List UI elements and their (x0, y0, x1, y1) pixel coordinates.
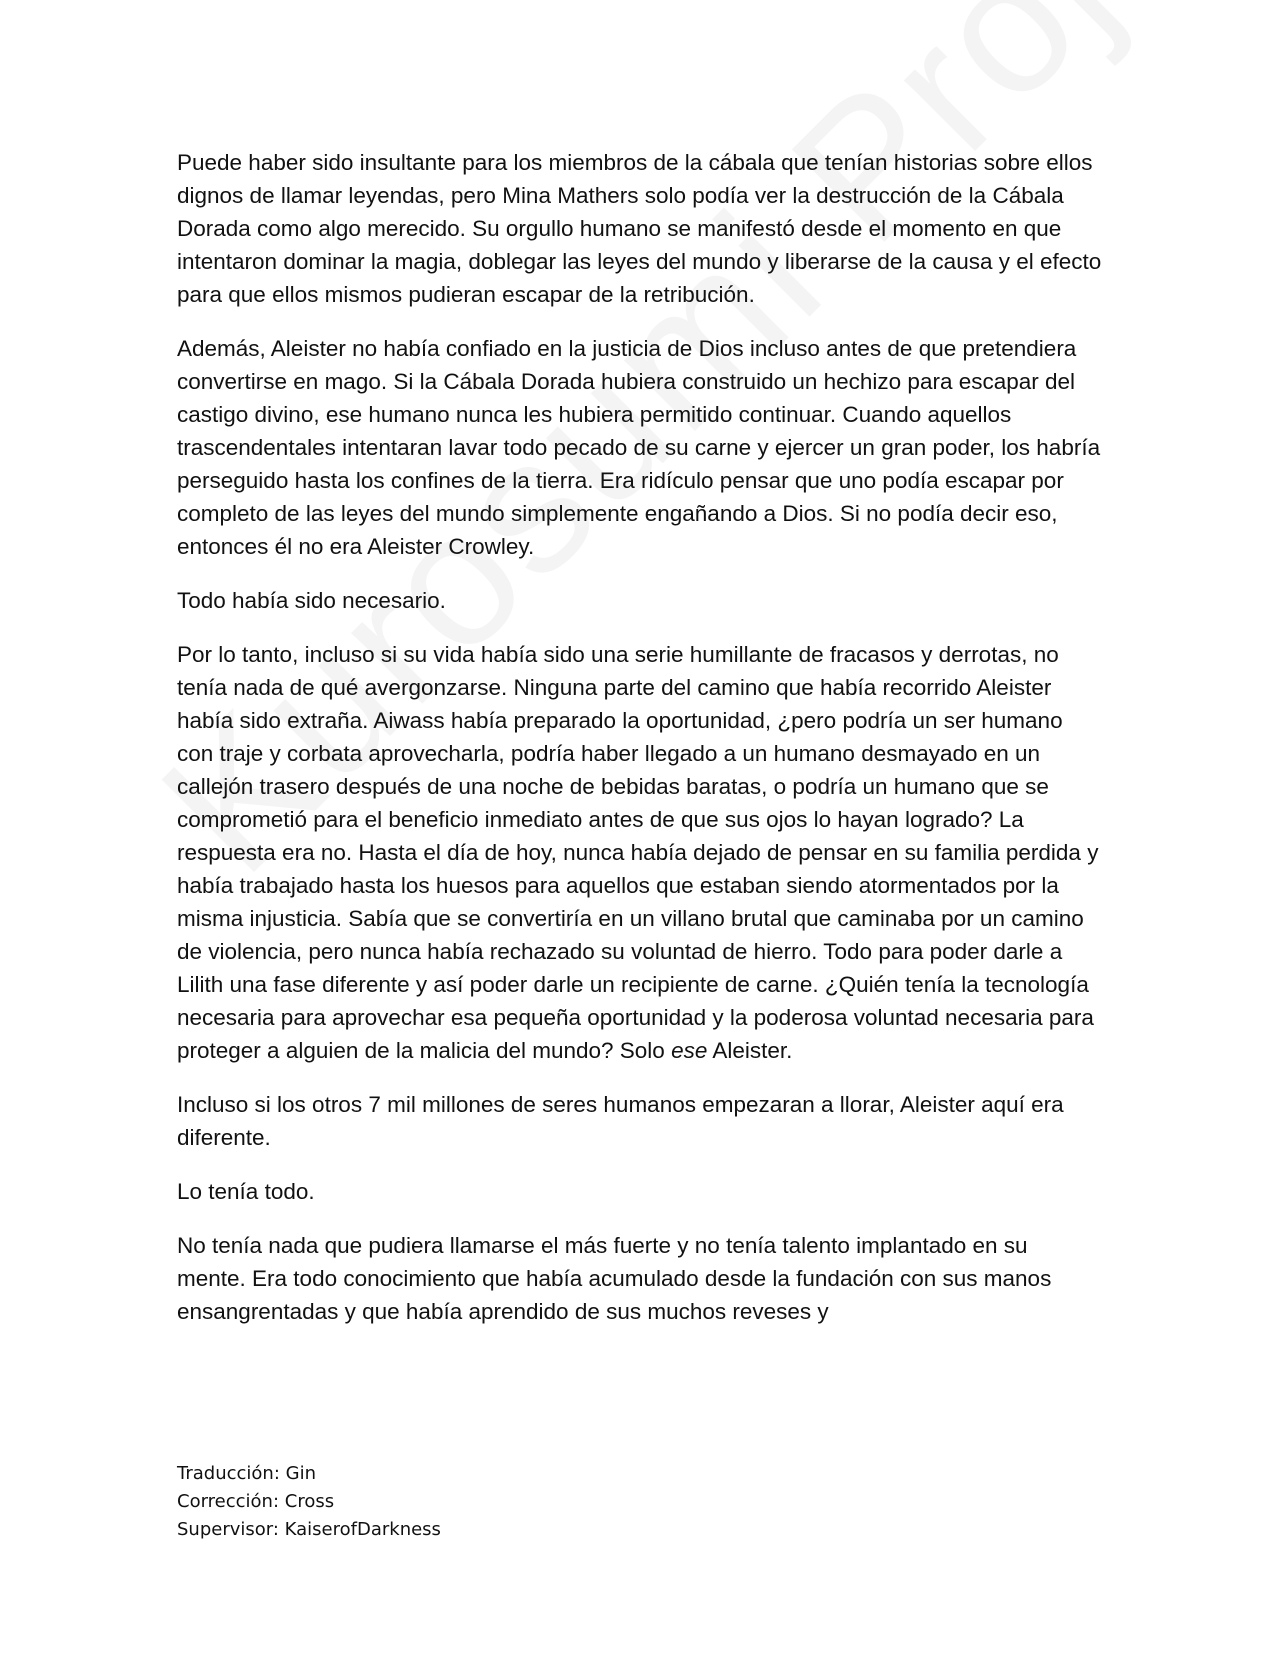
paragraph-1: Puede haber sido insultante para los miembros de la cábala que tenían historias sobre ellos dignos de llamar leyendas, pero Mina Mathers solo podía ver la destrucción de la Cábala Dorada como algo merecido. Su orgullo humano se manifestó desde el momento en que intentaron dominar la magia, doblegar las leyes del mundo y liberarse de la causa y el efecto para que ellos mismos pudieran escapar de la retribución. (177, 150, 1102, 307)
credit-supervisor: Supervisor: KaiserofDarkness (177, 1519, 441, 1540)
paragraph-6: Lo tenía todo. (177, 1179, 315, 1204)
paragraph-4 (177, 638, 1102, 1067)
credit-correction: Corrección: Cross (177, 1491, 335, 1512)
credit-translation: Traducción: Gin (177, 1463, 316, 1484)
paragraph-7: No tenía nada que pudiera llamarse el más fuerte y no tenía talento implantado en su mente. Era todo conocimiento que había acumulado desde la fundación con sus manos ensangrentadas y que había aprendido de sus muchos reveses y (177, 1233, 1052, 1324)
paragraph-4-main: Por lo tanto, incluso si su vida había sido una serie humillante de fracasos y derrotas, no tenía nada de qué avergonzarse. Ninguna parte del camino que había recorrido Aleister había sido extraña. Aiwass había preparado la oportunidad, ¿pero podría un ser humano con traje y corbata aprovecharla, podría haber llegado a un humano desmayado en un callejón trasero después de una noche de bebidas baratas, o podría un humano que se comprometió para el beneficio inmediato antes de que sus ojos lo hayan logrado? La respuesta era no. Hasta el día de hoy, nunca había dejado de pensar en su familia perdida y había trabajado hasta los huesos para aquellos que estaban siendo atormentados por la misma injusticia. Sabía que se convertiría en un villano brutal que caminaba por un camino de violencia, pero nunca había rechazado su voluntad de hierro. Todo para poder darle a Lilith una fase diferente y así poder darle un recipiente de carne. ¿Quién tenía la tecnología necesaria para aprovechar esa pequeña oportunidad y la poderosa voluntad necesaria para proteger a alguien de la malicia del mundo? Solo (177, 642, 1099, 1063)
paragraph-3: Todo había sido necesario. (177, 588, 446, 613)
paragraph-2: Además, Aleister no había confiado en la justicia de Dios incluso antes de que pretendiera convertirse en mago. Si la Cábala Dorada hubiera construido un hechizo para escapar del castigo divino, ese humano nunca les hubiera permitido continuar. Cuando aquellos trascendentales intentaran lavar todo pecado de su carne y ejercer un gran poder, los habría perseguido hasta los confines de la tierra. Era ridículo pensar que uno podía escapar por completo de las leyes del mundo simplemente engañando a Dios. Si no podía decir eso, entonces él no era Aleister Crowley. (177, 336, 1101, 559)
paragraph-4-emphasis: ese (671, 1038, 708, 1063)
paragraph-4-end: Aleister. (707, 1038, 793, 1063)
credits-footer (177, 1460, 441, 1544)
paragraph-5: Incluso si los otros 7 mil millones de seres humanos empezaran a llorar, Aleister aquí era diferente. (177, 1092, 1064, 1150)
document-body (177, 146, 1102, 1349)
